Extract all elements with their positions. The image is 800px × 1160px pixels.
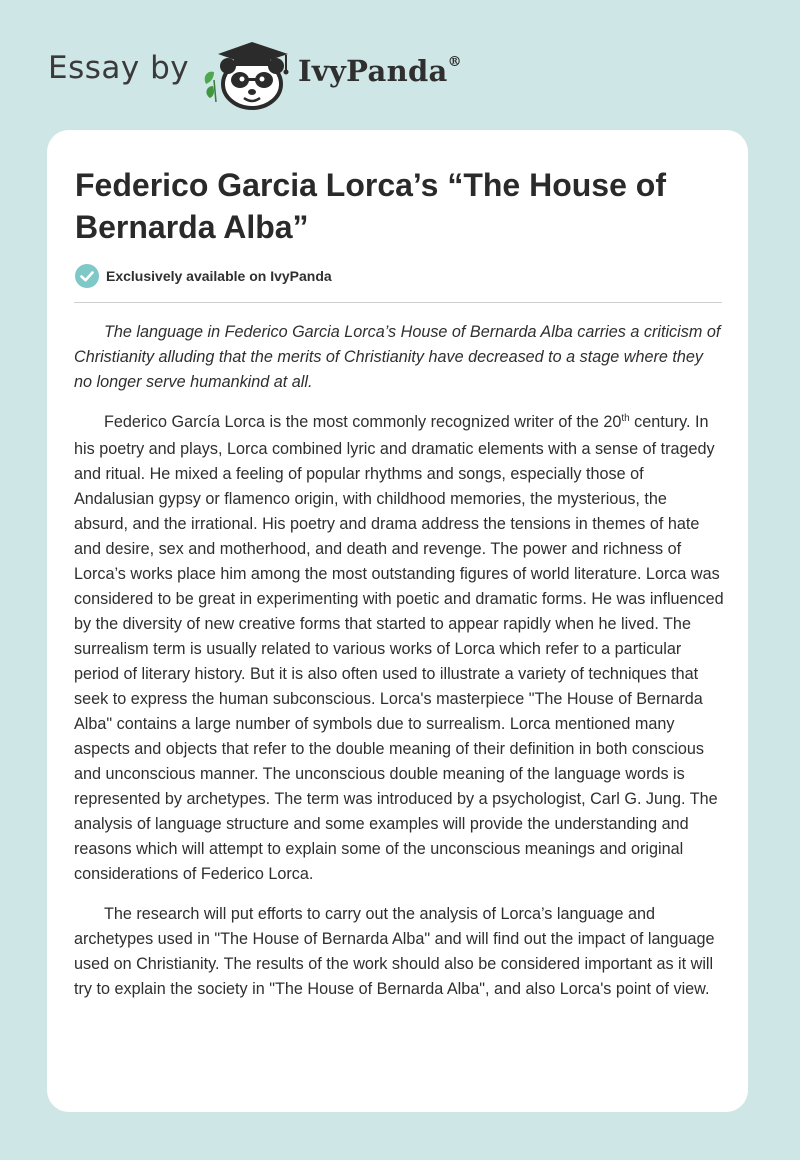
check-circle-icon <box>75 264 99 288</box>
brand-name[interactable]: IvyPanda® <box>298 54 462 88</box>
body-paragraph: Federico García Lorca is the most commonly recognized writer of the 20th century. In his poetry and plays, Lorca combined lyric and dramatic elements with a sense of tragedy and ritual. He mixed a feeling of popular rhythms and songs, especially those of Andalusian gypsy or flamenco origin, with childhood memories, the mysterious, the absurd, and the irrational. His poetry and drama address the tensions in themes of hate and desire, sex and motherhood, and death and revenge. The power and richness of Lorca’s works place him among the most outstanding figures of world literature. Lorca was considered to be great in experimenting with poetic and dramatic forms. He was influenced by the diversity of new creative forms that started to appear rapidly when he lived. The surrealism term is usually related to various works of Lorca which refer to a particular period of literary history. But it is also often used to illustrate a variety of techniques that seek to express the human subconscious. Lorca's masterpiece "The House of Bernarda Alba" contains a large number of symbols due to surrealism. Lorca mentioned many aspects and objects that refer to the double meaning of their definition in both conscious and unconscious manner. The unconscious double meaning of the language words is represented by archetypes. The term was introduced by a psychologist, Carl G. Jung. The analysis of language structure and some examples will provide the understanding and reasons which will attempt to explain some of the unconscious meanings and original considerations of Federico Lorca. <box>74 413 724 883</box>
essay-body <box>74 320 724 1017</box>
divider <box>74 302 722 303</box>
essay-title: Federico Garcia Lorca’s “The House of Bernarda Alba” <box>75 167 666 245</box>
body-paragraph: The research will put efforts to carry out the analysis of Lorca’s language and archetypes used in "The House of Bernarda Alba" and will find out the impact of language used on Christianity. The results of the work should also be considered important as it will try to explain the society in "The House of Bernarda Alba", and also Lorca's point of view. <box>74 905 715 998</box>
registered-mark: ® <box>447 54 462 71</box>
panda-logo-icon[interactable] <box>200 36 295 110</box>
abstract-paragraph: The language in Federico Garcia Lorca’s House of Bernarda Alba carries a criticism of Christianity alluding that the merits of Christianity have decreased to a stage where they no longer serve humankind at all. <box>74 323 721 391</box>
brand-prefix: Essay by <box>48 50 190 86</box>
site-header <box>0 0 800 125</box>
ordinal-superscript: th <box>621 413 630 424</box>
essay-card <box>47 130 748 1112</box>
badge-label: Exclusively available on IvyPanda <box>106 268 332 284</box>
exclusive-badge <box>75 264 332 288</box>
